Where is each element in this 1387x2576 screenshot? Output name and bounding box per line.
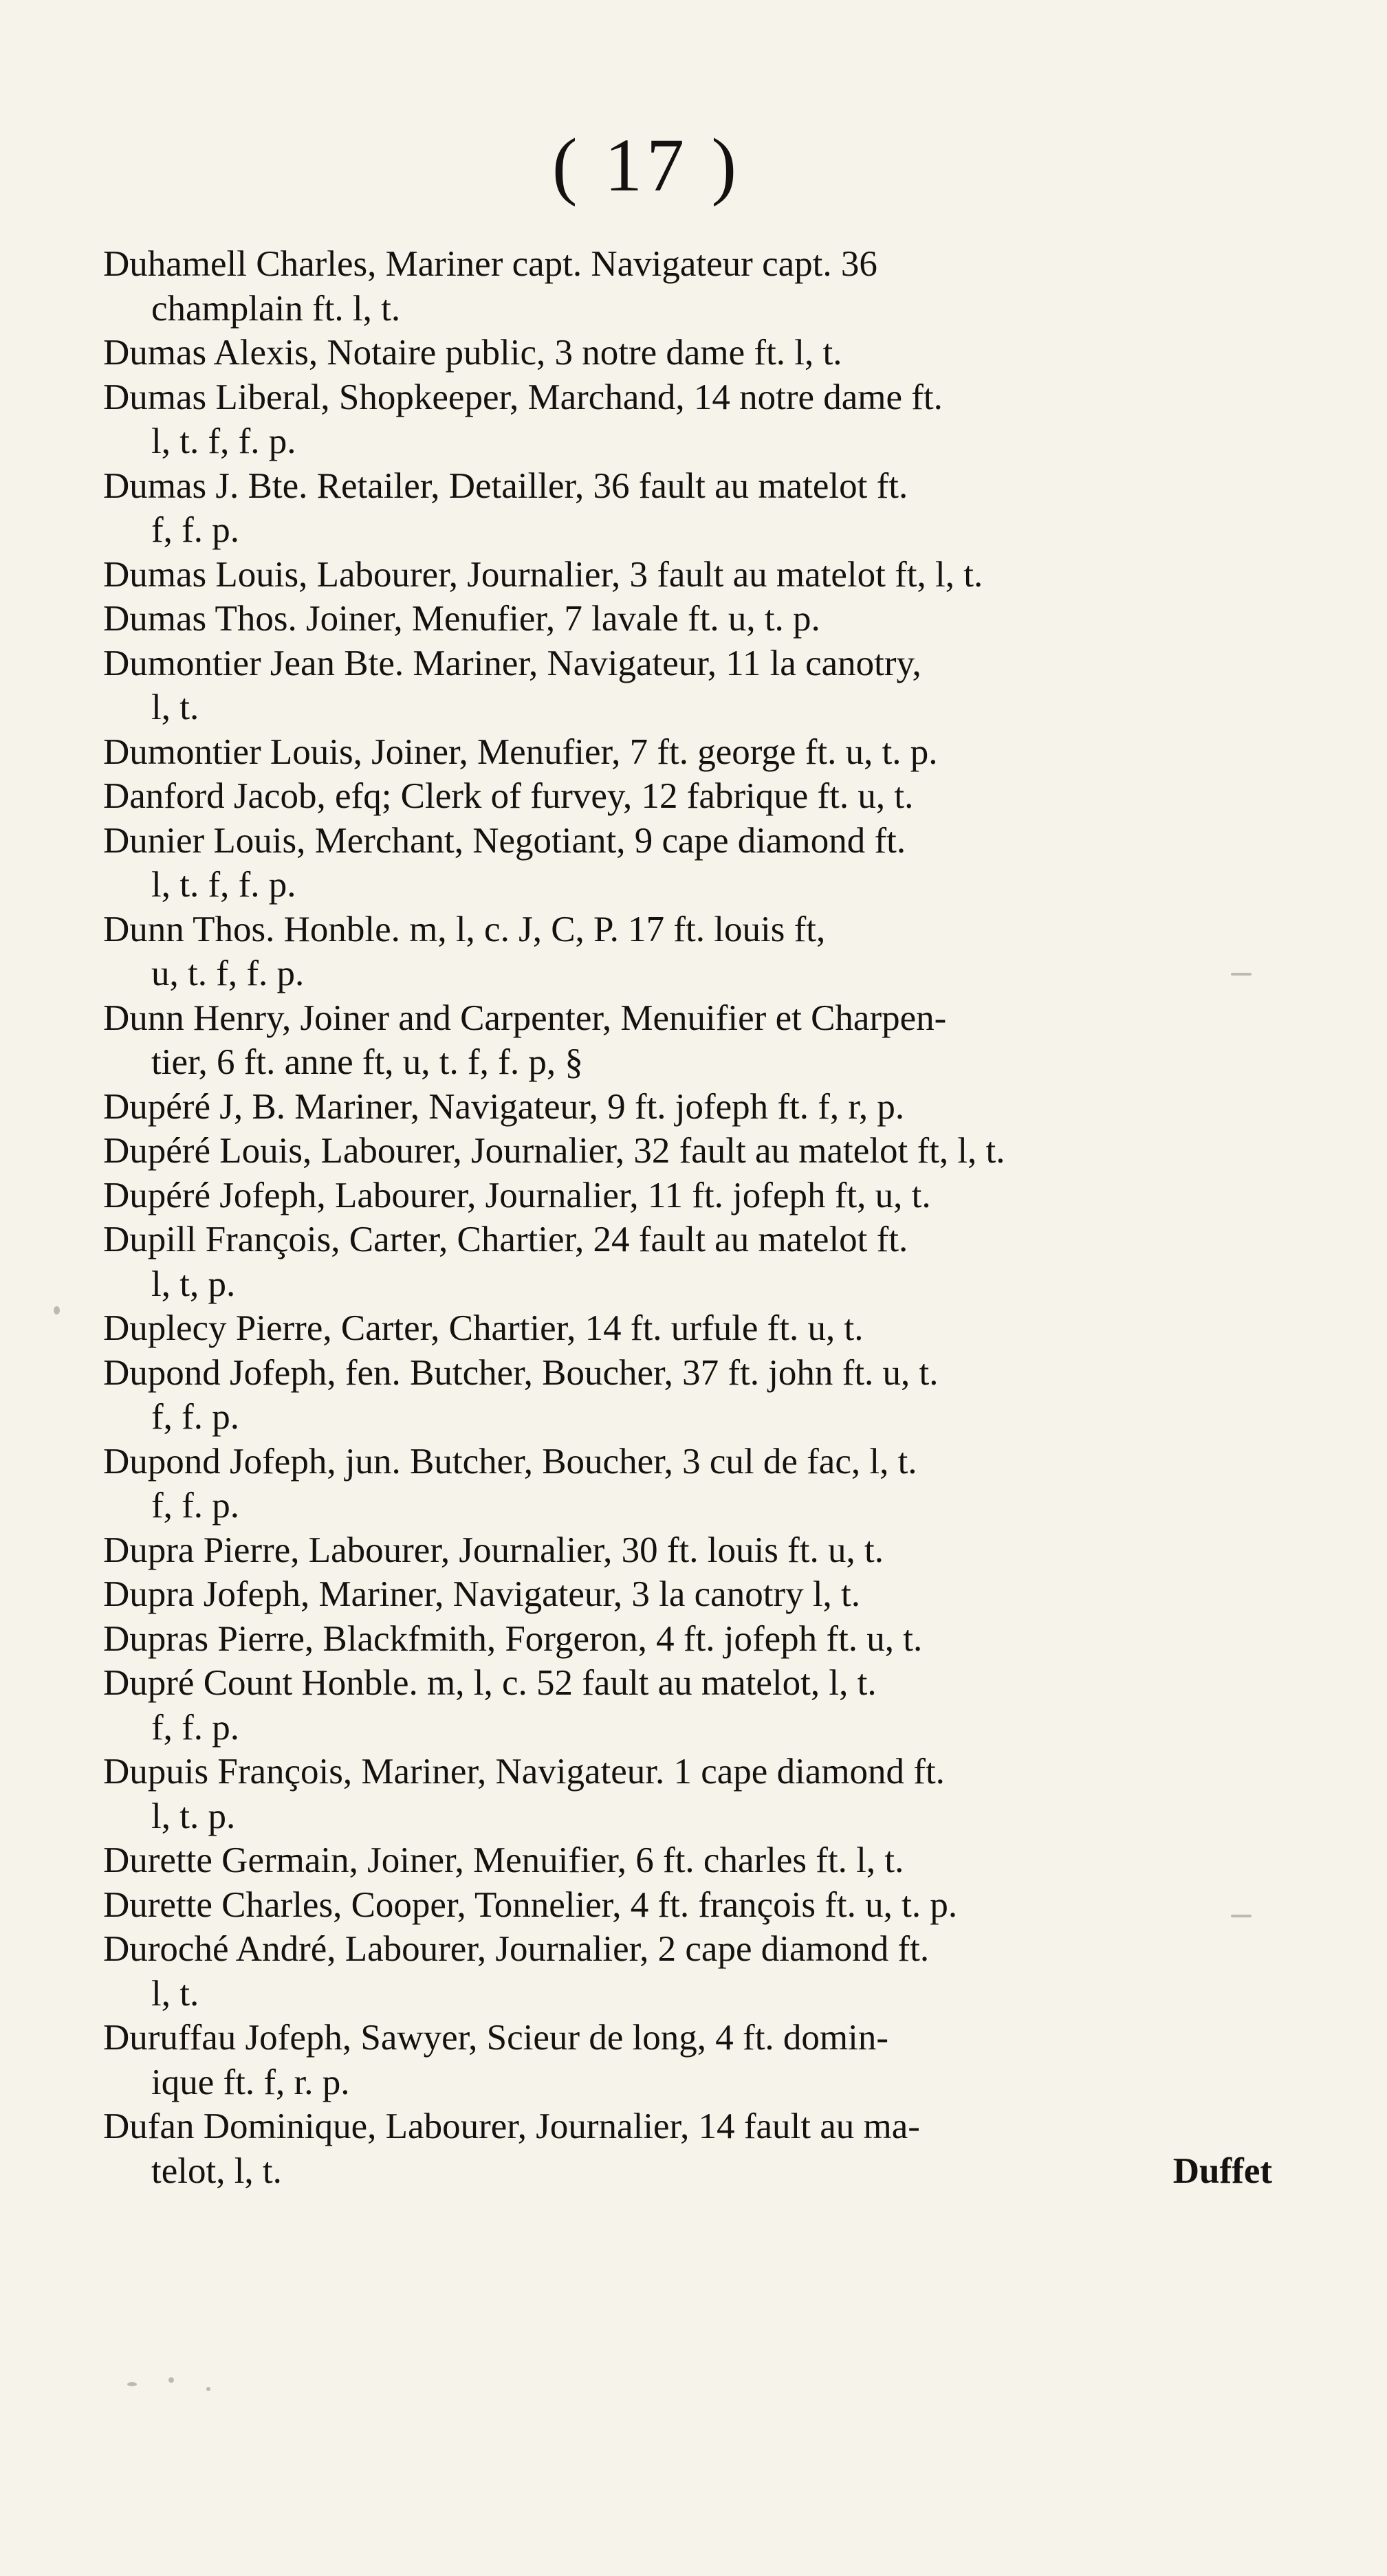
entry-line: Dupéré Louis, Labourer, Journalier, 32 fault au matelot ft, l, t. — [103, 1131, 1005, 1171]
directory-entry — [103, 553, 1272, 597]
entry-line: Dumas J. Bte. Retailer, Detailler, 36 fault au matelot ft. — [103, 465, 908, 506]
ink-speck — [127, 2382, 137, 2386]
margin-dash-mark — [1231, 1915, 1252, 1917]
entry-line: Dunier Louis, Merchant, Negotiant, 9 cape diamond ft. — [103, 820, 906, 861]
directory-entry — [103, 819, 1272, 907]
directory-entry — [103, 2016, 1272, 2104]
entry-line: Dufan Dominique, Labourer, Journalier, 14 fault au ma- — [103, 2106, 920, 2146]
entry-line: Dumontier Louis, Joiner, Menufier, 7 ft. george ft. u, t. p. — [103, 731, 938, 772]
entry-line: Duroché André, Labourer, Journalier, 2 cape diamond ft. — [103, 1929, 930, 1969]
entry-continuation: l, t. p. — [151, 1796, 236, 1836]
directory-entry — [103, 996, 1272, 1085]
entry-continuation: ique ft. f, r. p. — [151, 2062, 350, 2102]
entry-continuation: l, t. f, f. p. — [151, 421, 296, 461]
catchword: Duffet — [1172, 2150, 1272, 2191]
directory-entry — [103, 730, 1272, 775]
entry-line: Dupéré Jofeph, Labourer, Journalier, 11 ft. jofeph ft, u, t. — [103, 1175, 931, 1215]
ink-speck — [206, 2387, 210, 2391]
directory-entry — [103, 464, 1272, 553]
directory-entries — [103, 242, 1272, 2193]
directory-entry — [103, 907, 1272, 996]
directory-entry — [103, 2104, 1272, 2193]
entry-line: Dupra Pierre, Labourer, Journalier, 30 ft. louis ft. u, t. — [103, 1530, 884, 1570]
entry-line: Durette Germain, Joiner, Menuifier, 6 ft. charles ft. l, t. — [103, 1840, 904, 1880]
directory-entry — [103, 1572, 1272, 1617]
entry-line: Danford Jacob, efq; Clerk of furvey, 12 fabrique ft. u, t. — [103, 776, 914, 816]
entry-line: Duhamell Charles, Mariner capt. Navigateur capt. 36 — [103, 244, 877, 284]
entry-line: Dumas Thos. Joiner, Menufier, 7 lavale ft. u, t. p. — [103, 599, 820, 639]
entry-line: Dupond Jofeph, jun. Butcher, Boucher, 3 cul de fac, l, t. — [103, 1441, 917, 1482]
entry-line: Dumontier Jean Bte. Mariner, Navigateur, 11 la canotry, — [103, 643, 921, 683]
entry-continuation: f, f. p. — [151, 510, 240, 550]
entry-continuation: u, t. f, f. p. — [151, 954, 305, 993]
margin-ink-mark — [54, 1306, 60, 1314]
directory-entry — [103, 242, 1272, 331]
entry-line: Dupra Jofeph, Mariner, Navigateur, 3 la canotry l, t. — [103, 1574, 861, 1614]
entry-continuation: l, t. — [151, 1973, 199, 2014]
directory-entry — [103, 1750, 1272, 1838]
entry-line: Duruffau Jofeph, Sawyer, Scieur de long, 4 ft. domin- — [103, 2018, 889, 2058]
directory-entry — [103, 1440, 1272, 1528]
entry-continuation: champlain ft. l, t. — [151, 288, 401, 329]
entry-line: Dunn Henry, Joiner and Carpenter, Menuifier et Charpen- — [103, 998, 947, 1038]
entry-line: Dumas Alexis, Notaire public, 3 notre dame ft. l, t. — [103, 333, 842, 373]
directory-entry — [103, 1306, 1272, 1351]
entry-continuation: f, f. p. — [151, 1397, 240, 1437]
entry-line: Dupill François, Carter, Chartier, 24 fault au matelot ft. — [103, 1220, 908, 1259]
directory-entry — [103, 375, 1272, 464]
entry-line: Dupuis François, Mariner, Navigateur. 1 cape diamond ft. — [103, 1752, 945, 1792]
entry-line: Dupond Jofeph, fen. Butcher, Boucher, 37 ft. john ft. u, t. — [103, 1352, 939, 1393]
entry-line: Dumas Louis, Labourer, Journalier, 3 fault au matelot ft, l, t. — [103, 554, 983, 595]
directory-entry — [103, 1351, 1272, 1440]
entry-continuation: l, t, p. — [151, 1264, 236, 1304]
entry-continuation: f, f. p. — [151, 1486, 240, 1526]
directory-entry — [103, 1218, 1272, 1306]
directory-entry — [103, 1883, 1272, 1928]
directory-entry — [103, 1838, 1272, 1883]
entry-line: Durette Charles, Cooper, Tonnelier, 4 ft. françois ft. u, t. p. — [103, 1884, 958, 1925]
entry-continuation: l, t. — [151, 687, 199, 727]
directory-entry — [103, 1661, 1272, 1750]
entry-continuation: tier, 6 ft. anne ft, u, t. f, f. p, § — [151, 1042, 583, 1082]
entry-line: Dumas Liberal, Shopkeeper, Marchand, 14 notre dame ft. — [103, 377, 943, 417]
directory-entry — [103, 1174, 1272, 1218]
margin-dash-mark — [1231, 973, 1252, 976]
entry-line: Dupéré J, B. Mariner, Navigateur, 9 ft. jofeph ft. f, r, p. — [103, 1086, 905, 1127]
entry-continuation: f, f. p. — [151, 1707, 240, 1748]
directory-entry — [103, 1085, 1272, 1130]
entry-line: Dupras Pierre, Blackfmith, Forgeron, 4 ft. jofeph ft. u, t. — [103, 1618, 923, 1659]
entry-line: Duplecy Pierre, Carter, Chartier, 14 ft. urfule ft. u, t. — [103, 1308, 864, 1348]
entry-continuation: telot, l, t. — [151, 2150, 282, 2191]
page-number: ( 17 ) — [551, 123, 741, 207]
entry-line: Dupré Count Honble. m, l, c. 52 fault au matelot, l, t. — [103, 1663, 877, 1703]
directory-entry — [103, 641, 1272, 730]
directory-entry — [103, 1528, 1272, 1573]
ink-speck — [168, 2377, 174, 2383]
entry-continuation: l, t. f, f. p. — [151, 865, 296, 905]
directory-entry — [103, 1617, 1272, 1662]
directory-entry — [103, 597, 1272, 641]
entry-line: Dunn Thos. Honble. m, l, c. J, C, P. 17 ft. louis ft, — [103, 909, 826, 949]
directory-entry — [103, 1129, 1272, 1174]
directory-entry — [103, 1927, 1272, 2016]
directory-entry — [103, 331, 1272, 375]
directory-entry — [103, 774, 1272, 819]
